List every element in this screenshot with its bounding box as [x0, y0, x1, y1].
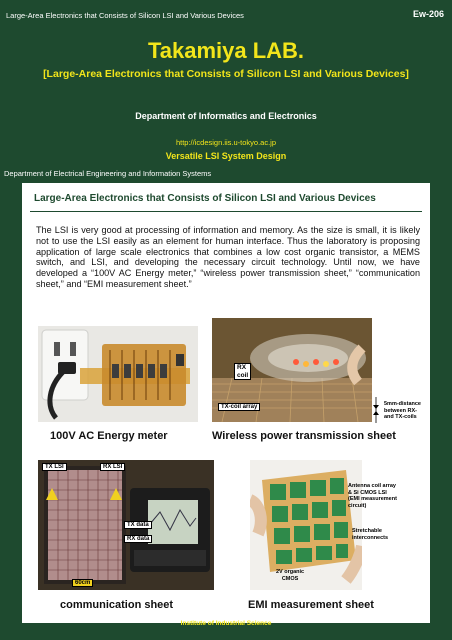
communication-sheet-caption: communication sheet: [60, 599, 174, 611]
department-name: Department of Informatics and Electronics: [135, 111, 317, 121]
section-body: The LSI is very good at processing of information and memory. As the size is small, it is likely not to use the LSI easily as an element for human interface. Thus the laboratory is proposing application of large scale electronics that combines a low cost organic transistor, a MEMS switch, and LSI, and developing the necessary circuit technology. Until now, we have developed a “100V AC Energy meter,” “wireless power transmission sheet,” “communication sheet,” and “EMI measurement sheet.”: [36, 225, 420, 289]
content-panel: [22, 183, 430, 623]
section-heading: Large-Area Electronics that Consists of Silicon LSI and Various Devices: [34, 193, 376, 204]
section-divider: [30, 211, 422, 212]
emi-sheet-illustration: [250, 460, 362, 590]
organic-cmos-note: 2V organic CMOS: [276, 569, 305, 582]
distance-arrows-icon: [371, 397, 381, 423]
rx-lsi-label: RX LSI: [100, 463, 125, 471]
size-label: 60cm: [72, 579, 93, 587]
tx-data-label: TX data: [124, 521, 152, 529]
tx-coil-array-label: TX-coil array: [218, 403, 260, 411]
lab-subtitle: [Large-Area Electronics that Consists of Silicon LSI and Various Devices]: [43, 68, 409, 80]
tx-lsi-label: TX LSI: [42, 463, 67, 471]
top-header-bar: [4, 8, 448, 24]
emi-sheet-photo: [250, 460, 362, 590]
distance-note: 5mm-distance between RX- and TX-coils: [384, 401, 421, 420]
wireless-power-caption: Wireless power transmission sheet: [212, 430, 396, 442]
poster-code: Ew-206: [412, 9, 444, 19]
stretchable-note: Stretchable interconnects: [352, 528, 389, 541]
lab-focus: Versatile LSI System Design: [165, 151, 287, 161]
footer-institute: Institute of Industrial Science: [180, 620, 272, 627]
emi-sheet-caption: EMI measurement sheet: [248, 599, 374, 611]
rx-coil-label: RX coil: [234, 363, 251, 380]
lab-url[interactable]: http://icdesign.iis.u-tokyo.ac.jp: [175, 138, 277, 147]
lab-title: Takamiya LAB.: [147, 38, 305, 63]
antenna-coil-note: Antenna coil array & Si CMOS LSI (EMI measurement circuit): [348, 483, 397, 509]
energy-meter-caption: 100V AC Energy meter: [50, 430, 168, 442]
energy-meter-photo: [38, 326, 198, 422]
header-topic: Large-Area Electronics that Consists of Silicon LSI and Various Devices: [6, 11, 244, 20]
department-secondary: Department of Electrical Engineering and Information Systems: [4, 169, 212, 178]
energy-meter-illustration: [38, 326, 198, 422]
rx-data-label: RX data: [124, 535, 152, 543]
